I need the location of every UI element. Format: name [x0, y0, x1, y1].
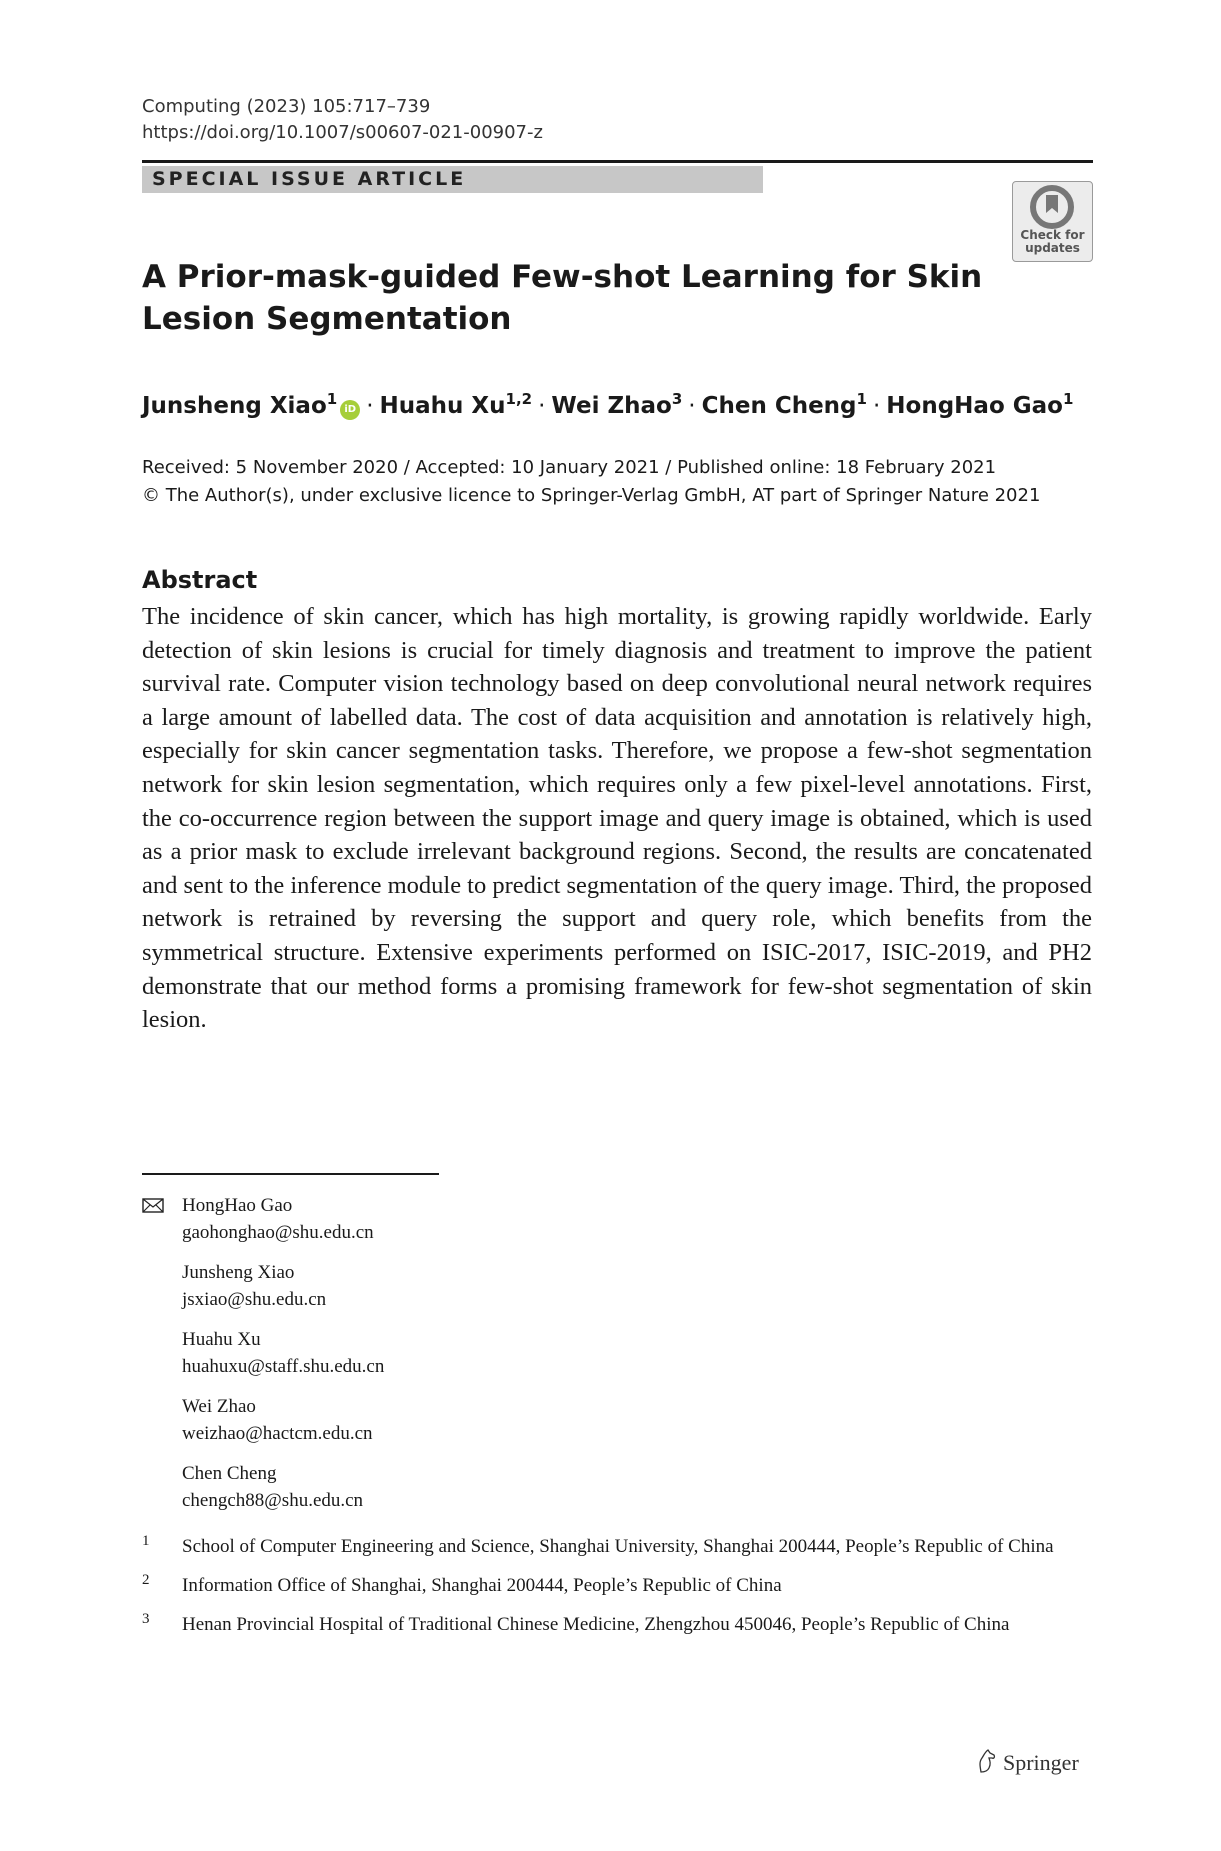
- contact-name: Huahu Xu: [182, 1329, 261, 1350]
- affiliation-number: 3: [142, 1611, 150, 1627]
- contact-list: [142, 1192, 742, 1527]
- footnote-rule: [142, 1173, 439, 1175]
- contact-email[interactable]: gaohonghao@shu.edu.cn: [182, 1222, 374, 1243]
- contact-name: HongHao Gao: [182, 1195, 293, 1216]
- affiliation-text: Henan Provincial Hospital of Traditional Chinese Medicine, Zhengzhou 450046, People’s Republic of China: [182, 1614, 1010, 1635]
- contact-email[interactable]: chengch88@shu.edu.cn: [182, 1490, 364, 1511]
- affiliation-number: 2: [142, 1572, 150, 1588]
- author-list: [142, 381, 1073, 424]
- affiliation-entry: [142, 1533, 1092, 1560]
- article-type-banner: [142, 166, 763, 193]
- author-separator: ·: [366, 393, 374, 419]
- contact-entry: [142, 1192, 742, 1246]
- publisher-logo: [975, 1748, 1079, 1776]
- affiliation-entry: [142, 1572, 1092, 1599]
- crossmark-label: Check for updates: [1020, 228, 1085, 255]
- author-affiliation-mark: 1: [1062, 390, 1074, 408]
- affiliation-list: [142, 1533, 1092, 1650]
- author-separator: ·: [872, 393, 881, 419]
- author-affiliation-mark: 1: [326, 390, 338, 408]
- journal-citation: Computing (2023) 105:717–739: [142, 96, 431, 117]
- author-name[interactable]: Junsheng Xiao: [142, 393, 327, 419]
- affiliation-number: 1: [142, 1533, 150, 1549]
- author-affiliation-mark: 1,2: [505, 390, 533, 408]
- contact-name: Junsheng Xiao: [182, 1262, 295, 1283]
- history-dates: Received: 5 November 2020 / Accepted: 10 January 2021 / Published online: 18 February 2021: [142, 457, 997, 478]
- author-name[interactable]: HongHao Gao: [886, 393, 1063, 419]
- journal-info: [142, 94, 543, 146]
- paper-title: A Prior-mask-guided Few-shot Learning for Skin Lesion Segmentation: [142, 259, 983, 337]
- contact-email[interactable]: weizhao@hactcm.edu.cn: [182, 1423, 373, 1444]
- contact-email[interactable]: jsxiao@shu.edu.cn: [182, 1289, 327, 1310]
- contact-email[interactable]: huahuxu@staff.shu.edu.cn: [182, 1356, 385, 1377]
- affiliation-text: School of Computer Engineering and Science, Shanghai University, Shanghai 200444, People’s Republic of China: [182, 1536, 1054, 1557]
- header-rule: [142, 160, 1093, 163]
- contact-name: Wei Zhao: [182, 1396, 256, 1417]
- author-name[interactable]: Chen Cheng: [701, 393, 857, 419]
- contact-name: Chen Cheng: [182, 1463, 277, 1484]
- copyright-notice: © The Author(s), under exclusive licence to Springer-Verlag GmbH, AT part of Springer Nature 2021: [142, 485, 1041, 506]
- abstract-text: The incidence of skin cancer, which has high mortality, is growing rapidly worldwide. Early detection of skin lesions is crucial for timely diagnosis and treatment to improve the patient survival rate. Computer vision technology based on deep convolutional neural network requires a large amount of labelled data. The cost of data acquisition and annotation is relatively high, especially for skin cancer segmentation tasks. Therefore, we propose a few-shot segmentation network for skin lesion segmentation, which requires only a few pixel-level annotations. First, the co-occurrence region between the support image and query image is obtained, which is used as a prior mask to exclude irrelevant background regions. Second, the results are concatenated and sent to the inference module to predict segmentation of the query image. Third, the proposed network is retrained by reversing the support and query role, which benefits from the symmetrical structure. Extensive experiments performed on ISIC-2017, ISIC-2019, and PH2 demonstrate that our method forms a promising framework for few-shot segmentation of skin lesion.: [142, 603, 1092, 1034]
- publication-dates: [142, 454, 1040, 510]
- springer-horse-icon: [975, 1748, 999, 1774]
- author-separator: ·: [538, 393, 546, 419]
- crossmark-icon: [1029, 185, 1075, 229]
- author-name[interactable]: Huahu Xu: [379, 393, 506, 419]
- contact-entry: [142, 1460, 742, 1514]
- affiliation-text: Information Office of Shanghai, Shanghai 200444, People’s Republic of China: [182, 1575, 782, 1596]
- author-affiliation-mark: 1: [856, 390, 867, 408]
- author-affiliation-mark: 3: [671, 390, 683, 408]
- author-separator: ·: [688, 393, 696, 419]
- envelope-icon: [142, 1198, 164, 1213]
- article-type-label: SPECIAL ISSUE ARTICLE: [152, 168, 467, 190]
- publisher-name: Springer: [1003, 1750, 1079, 1775]
- affiliation-entry: [142, 1611, 1092, 1638]
- contact-entry: [142, 1326, 742, 1380]
- contact-entry: [142, 1259, 742, 1313]
- doi-link[interactable]: https://doi.org/10.1007/s00607-021-00907-z: [142, 122, 543, 143]
- abstract-heading: Abstract: [142, 566, 258, 594]
- orcid-icon[interactable]: iD: [340, 400, 360, 420]
- author-name[interactable]: Wei Zhao: [551, 393, 672, 419]
- crossmark-badge[interactable]: [1012, 181, 1093, 262]
- contact-entry: [142, 1393, 742, 1447]
